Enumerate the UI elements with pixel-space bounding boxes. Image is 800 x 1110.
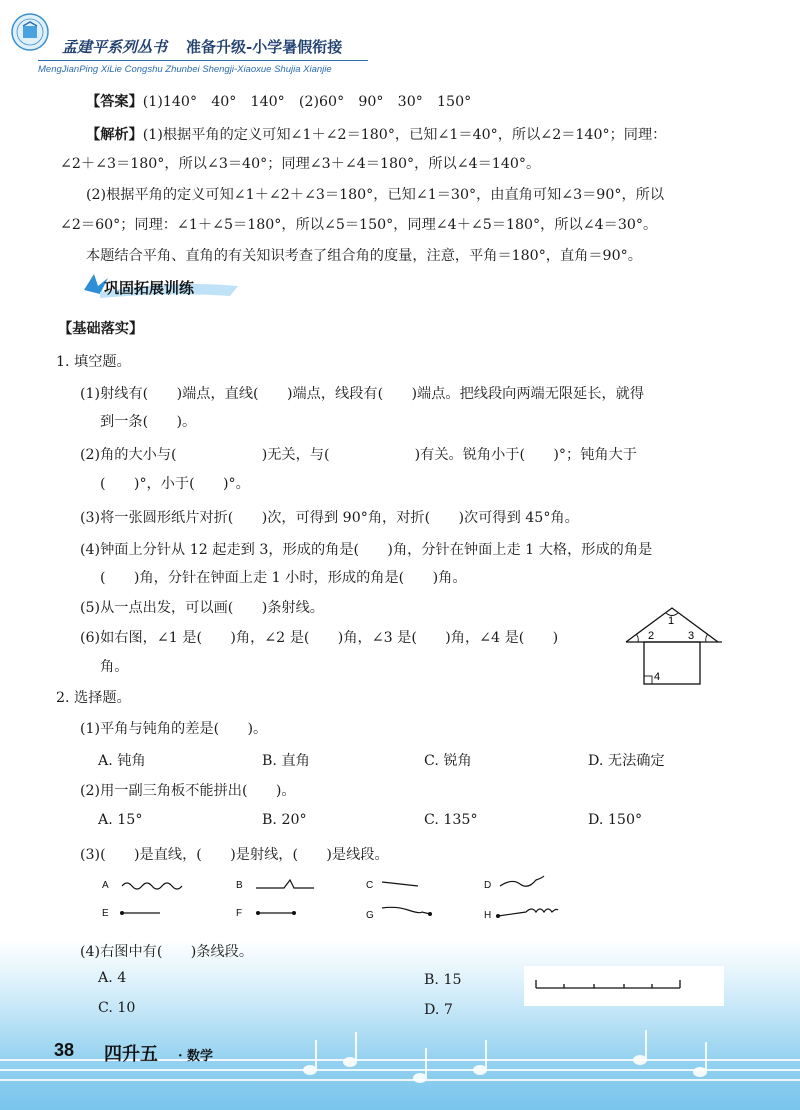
q2-3-stem: (3)( )是直线，( )是射线，( )是线段。 xyxy=(80,847,389,863)
figure-label-1: 1 xyxy=(668,615,675,627)
segment-figure xyxy=(524,966,724,1006)
section-title: 巩固拓展训练 xyxy=(104,280,195,297)
header-title: 准备升级-小学暑假衔接 xyxy=(186,38,343,56)
q2-4-stem: (4)右图中有( )条线段。 xyxy=(80,944,254,960)
footer-title: 四升五 xyxy=(104,1044,158,1064)
line-label-e: E xyxy=(102,908,109,919)
line-types-figure xyxy=(96,870,576,930)
q2-title: 2. 选择题。 xyxy=(56,690,131,706)
q1-1-line-a: (1)射线有( )端点，直线( )端点，线段有( )端点。把线段向两端无限延长，就得 xyxy=(80,386,645,402)
q2-2-option-b[interactable]: B. 20° xyxy=(262,812,307,828)
subsection-title: 【基础落实】 xyxy=(58,321,144,337)
analysis-line-3: (2)根据平角的定义可知∠1＋∠2＋∠3＝180°，已知∠1＝30°，由直角可知∠3＝90°，所以 xyxy=(86,187,665,203)
q2-4-option-a[interactable]: A. 4 xyxy=(98,970,127,986)
line-label-h: H xyxy=(484,910,492,921)
q2-2-stem: (2)用一副三角板不能拼出( )。 xyxy=(80,783,296,799)
q2-2-option-c[interactable]: C. 135° xyxy=(424,812,478,828)
q2-1-option-d[interactable]: D. 无法确定 xyxy=(588,753,665,769)
figure-label-3: 3 xyxy=(688,630,695,642)
line-label-f: F xyxy=(236,908,243,919)
q1-1-line-b: 到一条( )。 xyxy=(100,414,197,430)
house-angle-figure xyxy=(624,604,724,688)
q1-6-line-a: (6)如右图，∠1 是( )角，∠2 是( )角，∠3 是( )角，∠4 是( ) xyxy=(80,630,559,646)
line-label-c: C xyxy=(366,880,374,891)
q1-4-line-b: ( )角，分针在钟面上走 1 小时，形成的角是( )角。 xyxy=(100,570,467,586)
line-label-b: B xyxy=(236,880,243,891)
q1-2-line-a: (2)角的大小与( )无关，与( )有关。锐角小于( )°；钝角大于 xyxy=(80,447,637,463)
q1-6-line-b: 角。 xyxy=(100,659,129,675)
publisher-logo-icon xyxy=(10,12,50,52)
line-label-d: D xyxy=(484,880,492,891)
header-series: 孟建平系列丛书 xyxy=(62,38,168,56)
page-number: 38 xyxy=(54,1040,75,1060)
q2-1-option-b[interactable]: B. 直角 xyxy=(262,753,310,769)
q1-5-line: (5)从一点出发，可以画( )条射线。 xyxy=(80,600,324,616)
q2-4-option-d[interactable]: D. 7 xyxy=(424,1002,453,1018)
analysis-label: 【解析】 xyxy=(86,127,143,143)
header-pinyin: MengJianPing XiLie Congshu Zhunbei Shengji-Xiaoxue Shujia Xianjie xyxy=(38,64,332,75)
analysis-line-2: ∠2＋∠3＝180°，所以∠3＝40°；同理∠3＋∠4＝180°，所以∠4＝140°。 xyxy=(60,156,541,172)
q2-1-option-a[interactable]: A. 钝角 xyxy=(98,753,146,769)
q2-2-option-d[interactable]: D. 150° xyxy=(588,812,643,828)
q2-1-option-c[interactable]: C. 锐角 xyxy=(424,753,472,769)
q1-4-line-a: (4)钟面上分针从 12 起走到 3，形成的角是( )角，分针在钟面上走 1 大格，形成的角是 xyxy=(80,542,653,558)
figure-label-2: 2 xyxy=(648,630,655,642)
analysis-line-4: ∠2＝60°；同理：∠1＋∠5＝180°，所以∠5＝150°，同理∠4＋∠5＝180°，所以∠4＝30°。 xyxy=(60,217,658,233)
footer-subject: · 数学 xyxy=(178,1049,214,1064)
header-divider xyxy=(38,60,368,61)
analysis-line-1: 【解析】(1)根据平角的定义可知∠1＋∠2＝180°，已知∠1＝40°，所以∠2＝140°；同理： xyxy=(86,127,667,143)
answer-row xyxy=(86,91,471,111)
q1-3-line: (3)将一张圆形纸片对折( )次，可得到 90°角，对折( )次可得到 45°角。 xyxy=(80,510,579,526)
answer-text: (1)140° 40° 140° (2)60° 90° 30° 150° xyxy=(142,94,472,110)
answer-label: 【答案】 xyxy=(86,94,143,110)
figure-label-4: 4 xyxy=(654,671,661,683)
q2-4-option-c[interactable]: C. 10 xyxy=(98,1000,136,1016)
line-label-a: A xyxy=(102,880,109,891)
line-label-g: G xyxy=(366,910,374,921)
q2-4-option-b[interactable]: B. 15 xyxy=(424,972,462,988)
q1-title: 1. 填空题。 xyxy=(56,354,131,370)
q2-1-stem: (1)平角与钝角的差是( )。 xyxy=(80,721,268,737)
q1-2-line-b: ( )°，小于( )°。 xyxy=(100,476,250,492)
q2-2-option-a[interactable]: A. 15° xyxy=(98,812,143,828)
analysis-line-5: 本题结合平角、直角的有关知识考查了组合角的度量，注意，平角＝180°，直角＝90°。 xyxy=(86,248,642,264)
